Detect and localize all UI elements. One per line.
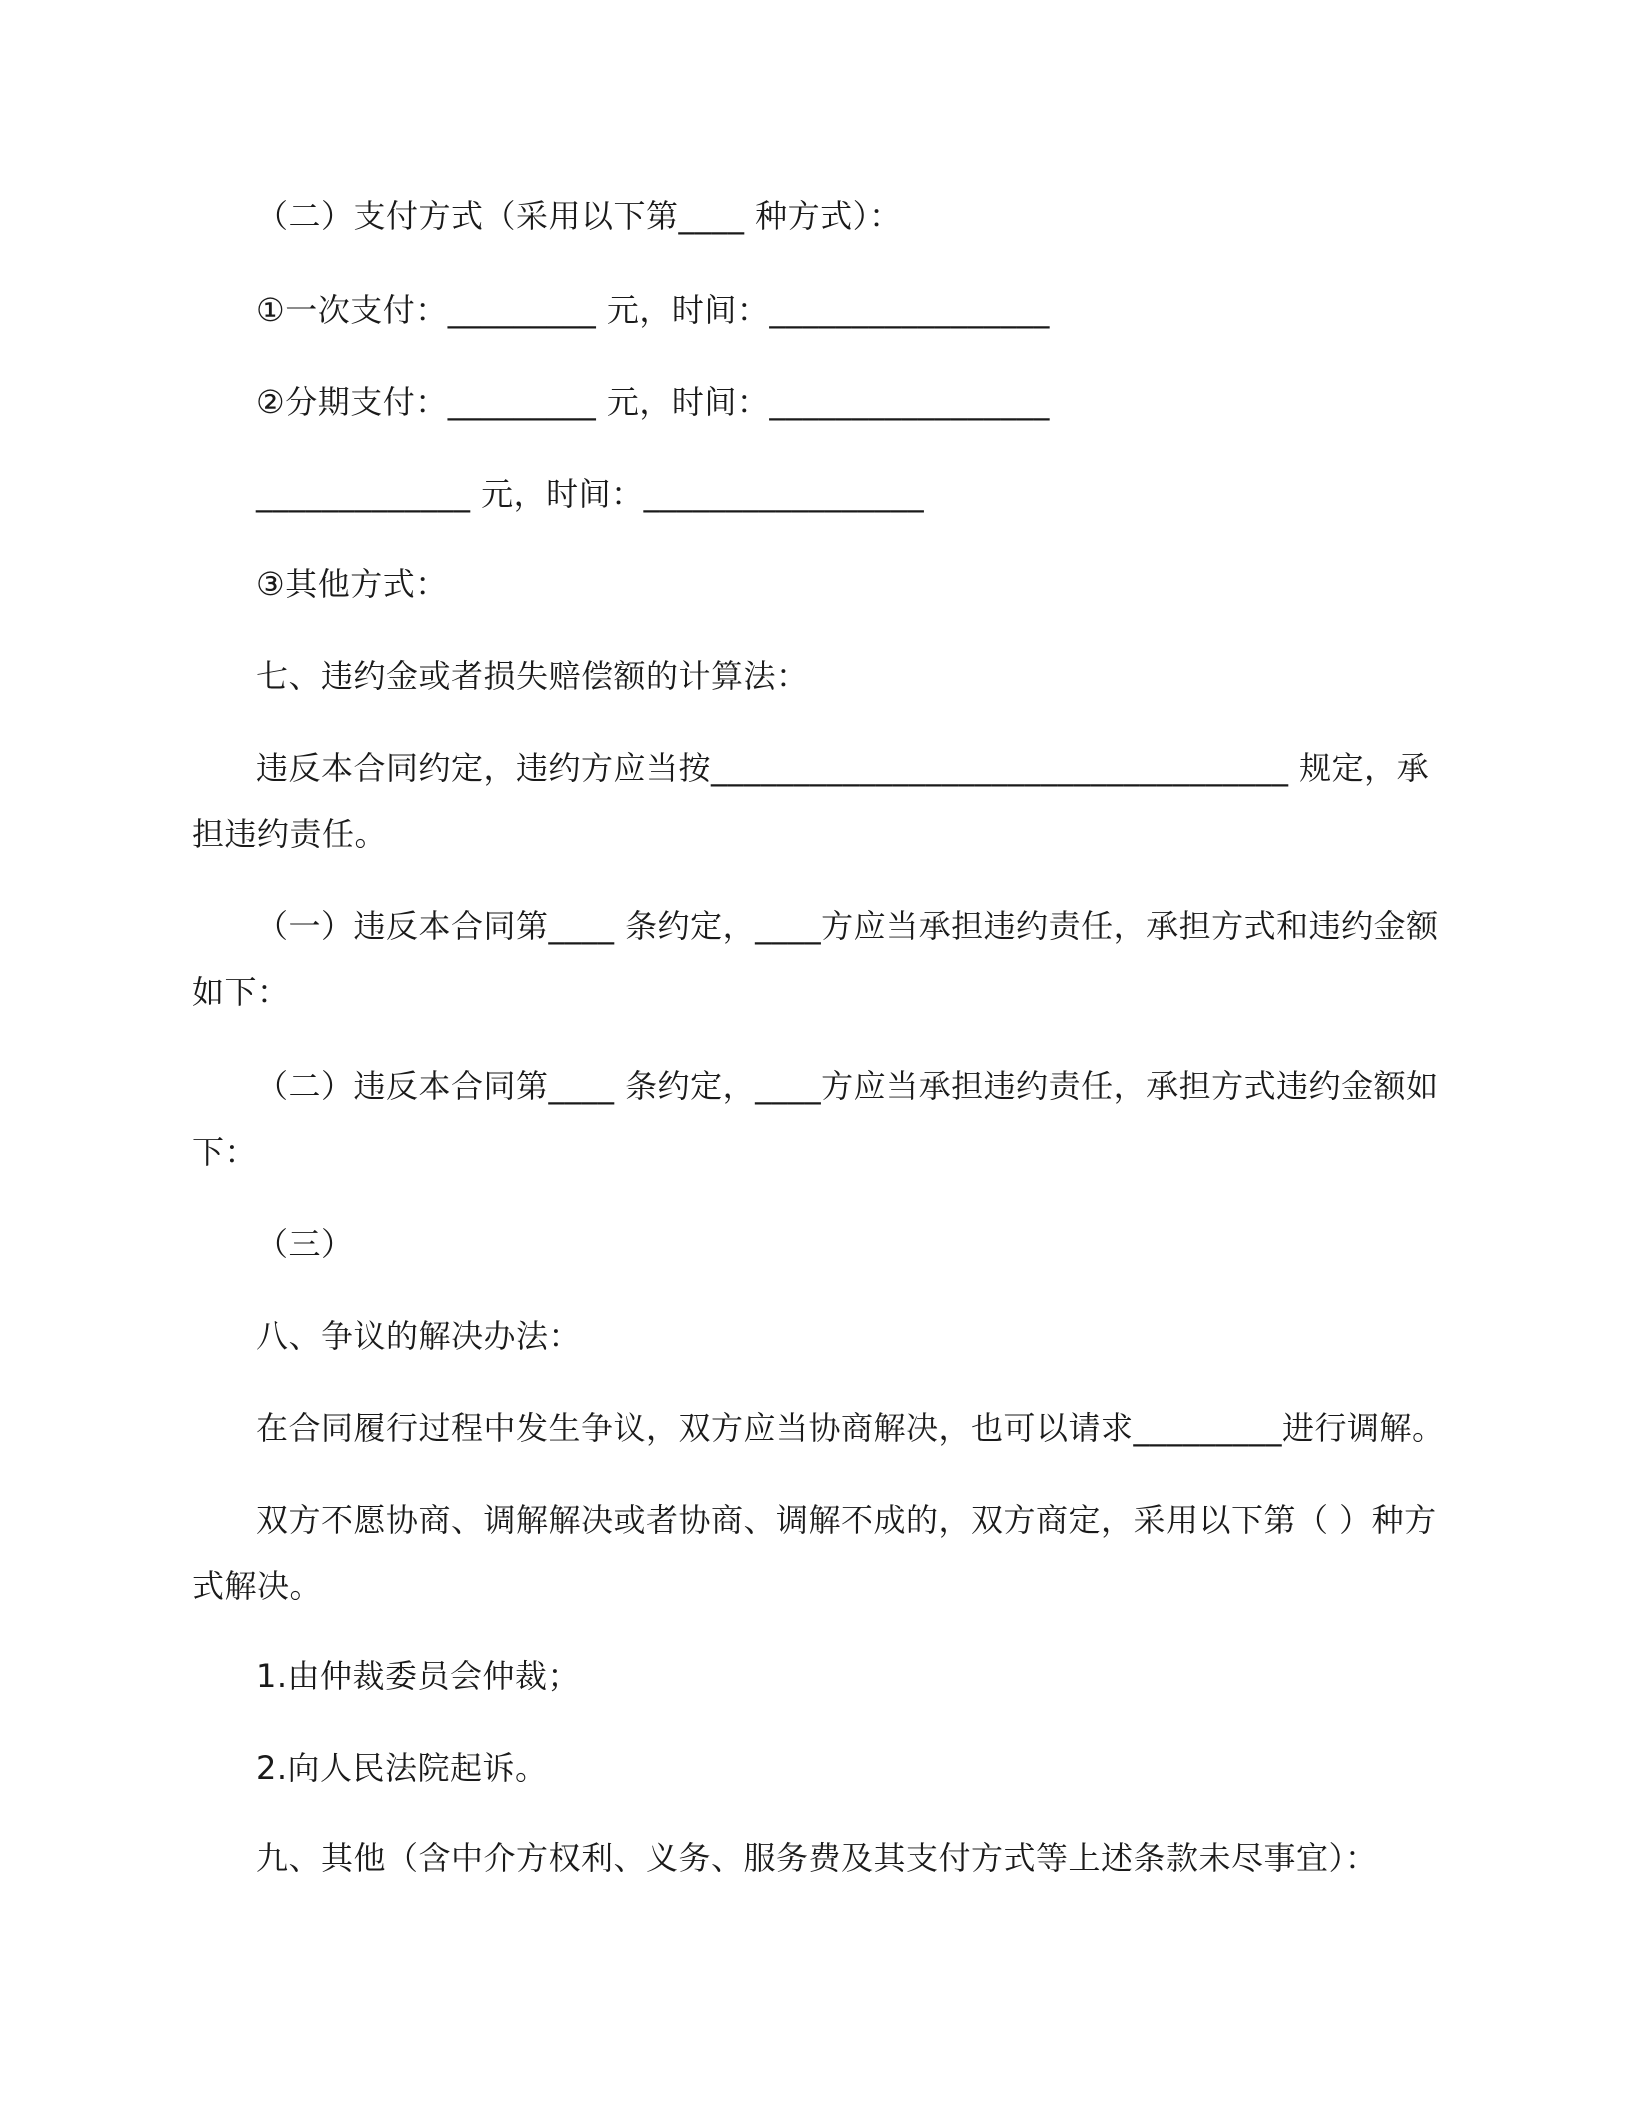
- installment-payment-line: ②分期支付：_________ 元，时间：_________________: [256, 383, 1050, 421]
- breach-clause-one-cont: 如下：: [192, 973, 290, 1011]
- payment-method-heading: （二）支付方式（采用以下第____ 种方式）：: [256, 197, 902, 235]
- section-nine-heading: 九、其他（含中介方权利、义务、服务费及其支付方式等上述条款未尽事宜）：: [256, 1839, 1378, 1877]
- breach-clause-two: （二）违反本合同第____ 条约定，____方应当承担违约责任，承担方式违约金额如: [256, 1067, 1439, 1105]
- breach-paragraph-cont: 担违约责任。: [192, 815, 388, 853]
- option-arbitration: 1.由仲裁委员会仲裁；: [256, 1657, 581, 1695]
- lump-sum-payment-line: ①一次支付：_________ 元，时间：_________________: [256, 291, 1050, 329]
- section-seven-heading: 七、违约金或者损失赔偿额的计算法：: [256, 657, 809, 695]
- dispute-resolution-paragraph: 双方不愿协商、调解解决或者协商、调解不成的，双方商定，采用以下第（ ）种方: [256, 1501, 1437, 1539]
- other-method-line: ③其他方式：: [256, 565, 448, 603]
- dispute-resolution-cont: 式解决。: [192, 1567, 323, 1605]
- breach-clause-one: （一）违反本合同第____ 条约定，____方应当承担违约责任，承担方式和违约金额: [256, 907, 1439, 945]
- installment-second-line: _____________ 元，时间：_________________: [256, 475, 925, 513]
- breach-clause-two-cont: 下：: [192, 1133, 258, 1171]
- breach-clause-three: （三）: [256, 1225, 354, 1263]
- breach-paragraph: 违反本合同约定，违约方应当按___________________________________ 规定，承: [256, 749, 1430, 787]
- option-court: 2.向人民法院起诉。: [256, 1749, 548, 1787]
- section-eight-heading: 八、争议的解决办法：: [256, 1317, 582, 1355]
- dispute-mediation-line: 在合同履行过程中发生争议，双方应当协商解决，也可以请求_________进行调解。: [256, 1409, 1445, 1447]
